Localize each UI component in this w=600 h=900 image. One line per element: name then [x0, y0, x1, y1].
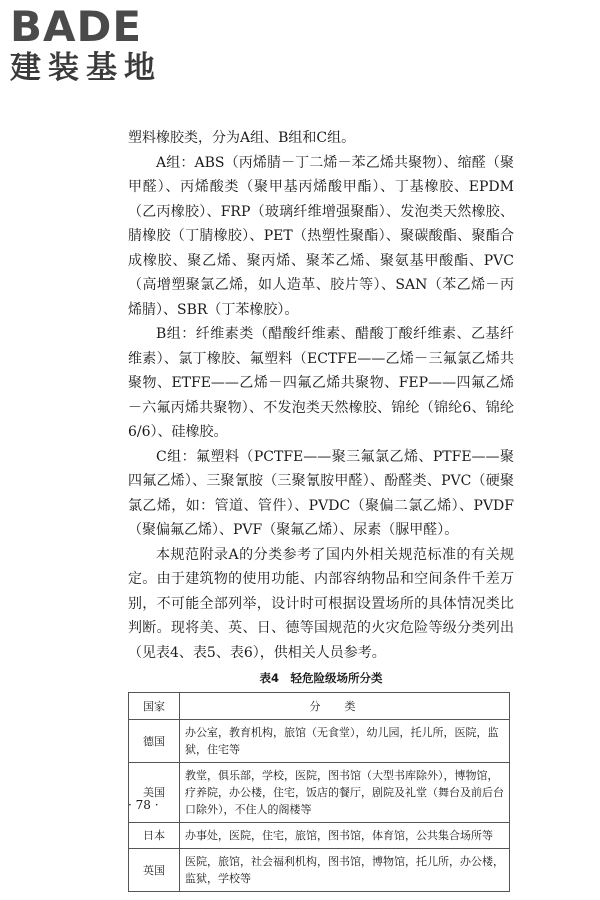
cell-category: 办事处，医院，住宅，旅馆，图书馆，体育馆，公共集合场所等	[180, 823, 510, 849]
table-title: 表4 轻危险级场所分类	[259, 671, 383, 685]
header-category: 分类	[180, 693, 510, 720]
paragraph-group-b: B组：纤维素类（醋酸纤维素、醋酸丁酸纤维素、乙基纤维素）、氯丁橡胶、氟塑料（ECTFE——乙烯－三氟氯乙烯共聚物、ETFE——乙烯－四氟乙烯共聚物、FEP——四氟乙烯－六氟丙烯共聚物）、不发泡类天然橡胶、锦纶（锦纶6、锦纶6/6）、硅橡胶。	[128, 326, 514, 440]
logo-letters: BADE	[10, 2, 143, 51]
cell-category: 办公室，教育机构，旅馆（无食堂），幼儿园，托儿所，医院，监狱，住宅等	[180, 720, 510, 763]
table-row	[129, 823, 510, 849]
paragraph-intro: 塑料橡胶类，分为A组、B组和C组。	[128, 130, 356, 146]
cell-category: 教堂，俱乐部，学校，医院，图书馆（大型书库除外），博物馆，疗养院，办公楼，住宅，饭店的餐厅，剧院及礼堂（舞台及前后台口除外），不住人的阁楼等	[180, 763, 510, 823]
cell-country: 英国	[129, 849, 180, 892]
header-country: 国家	[129, 693, 180, 720]
table-row	[129, 720, 510, 763]
table-header-row	[129, 693, 510, 720]
page-content	[128, 126, 514, 892]
paragraph-appendix-note: 本规范附录A的分类参考了国内外相关规范标准的有关规定。由于建筑物的使用功能、内部容纳物品和空间条件千差万别，不可能全部列举，设计时可根据设置场所的具体情况类比判断。现将美、英、日、德等国规范的火灾危险等级分类列出（见表4、表5、表6），供相关人员参考。	[128, 546, 514, 661]
paragraph-group-a: A组：ABS（丙烯腈－丁二烯－苯乙烯共聚物）、缩醛（聚甲醛）、丙烯酸类（聚甲基丙烯酸甲酯）、丁基橡胶、EPDM（乙丙橡胶）、FRP（玻璃纤维增强聚酯）、发泡类天然橡胶、腈橡胶（丁腈橡胶）、PET（热塑性聚酯）、聚碳酸酯、聚酯合成橡胶、聚乙烯、聚丙烯、聚苯乙烯、聚氨基甲酸酯、PVC（高增塑聚氯乙烯，如人造革、胶片等）、SAN（苯乙烯－丙烯腈）、SBR（丁苯橡胶）。	[128, 154, 514, 318]
page-number: · 78 ·	[128, 798, 159, 812]
paragraph-group-c: C组：氟塑料（PCTFE——聚三氟氯乙烯、PTFE——聚四氟乙烯）、三聚氰胺（三聚氰胺甲醛）、酚醛类、PVC（硬聚氯乙烯，如：管道、管件）、PVDC（聚偏二氯乙烯）、PVDF（聚偏氟乙烯）、PVF（聚氟乙烯）、尿素（脲甲醛）。	[128, 448, 514, 538]
table-row	[129, 849, 510, 892]
light-hazard-table	[128, 692, 510, 892]
table-row	[129, 763, 510, 823]
cell-country: 日本	[129, 823, 180, 849]
logo-wordmark	[10, 4, 180, 50]
bade-logo	[10, 4, 180, 86]
logo-chinese-name: 建装基地	[10, 50, 162, 86]
cell-country: 德国	[129, 720, 180, 763]
cell-category: 医院，旅馆，社会福利机构，图书馆，博物馆，托儿所，办公楼，监狱，学校等	[180, 849, 510, 892]
cell-country: 美国	[129, 763, 180, 823]
